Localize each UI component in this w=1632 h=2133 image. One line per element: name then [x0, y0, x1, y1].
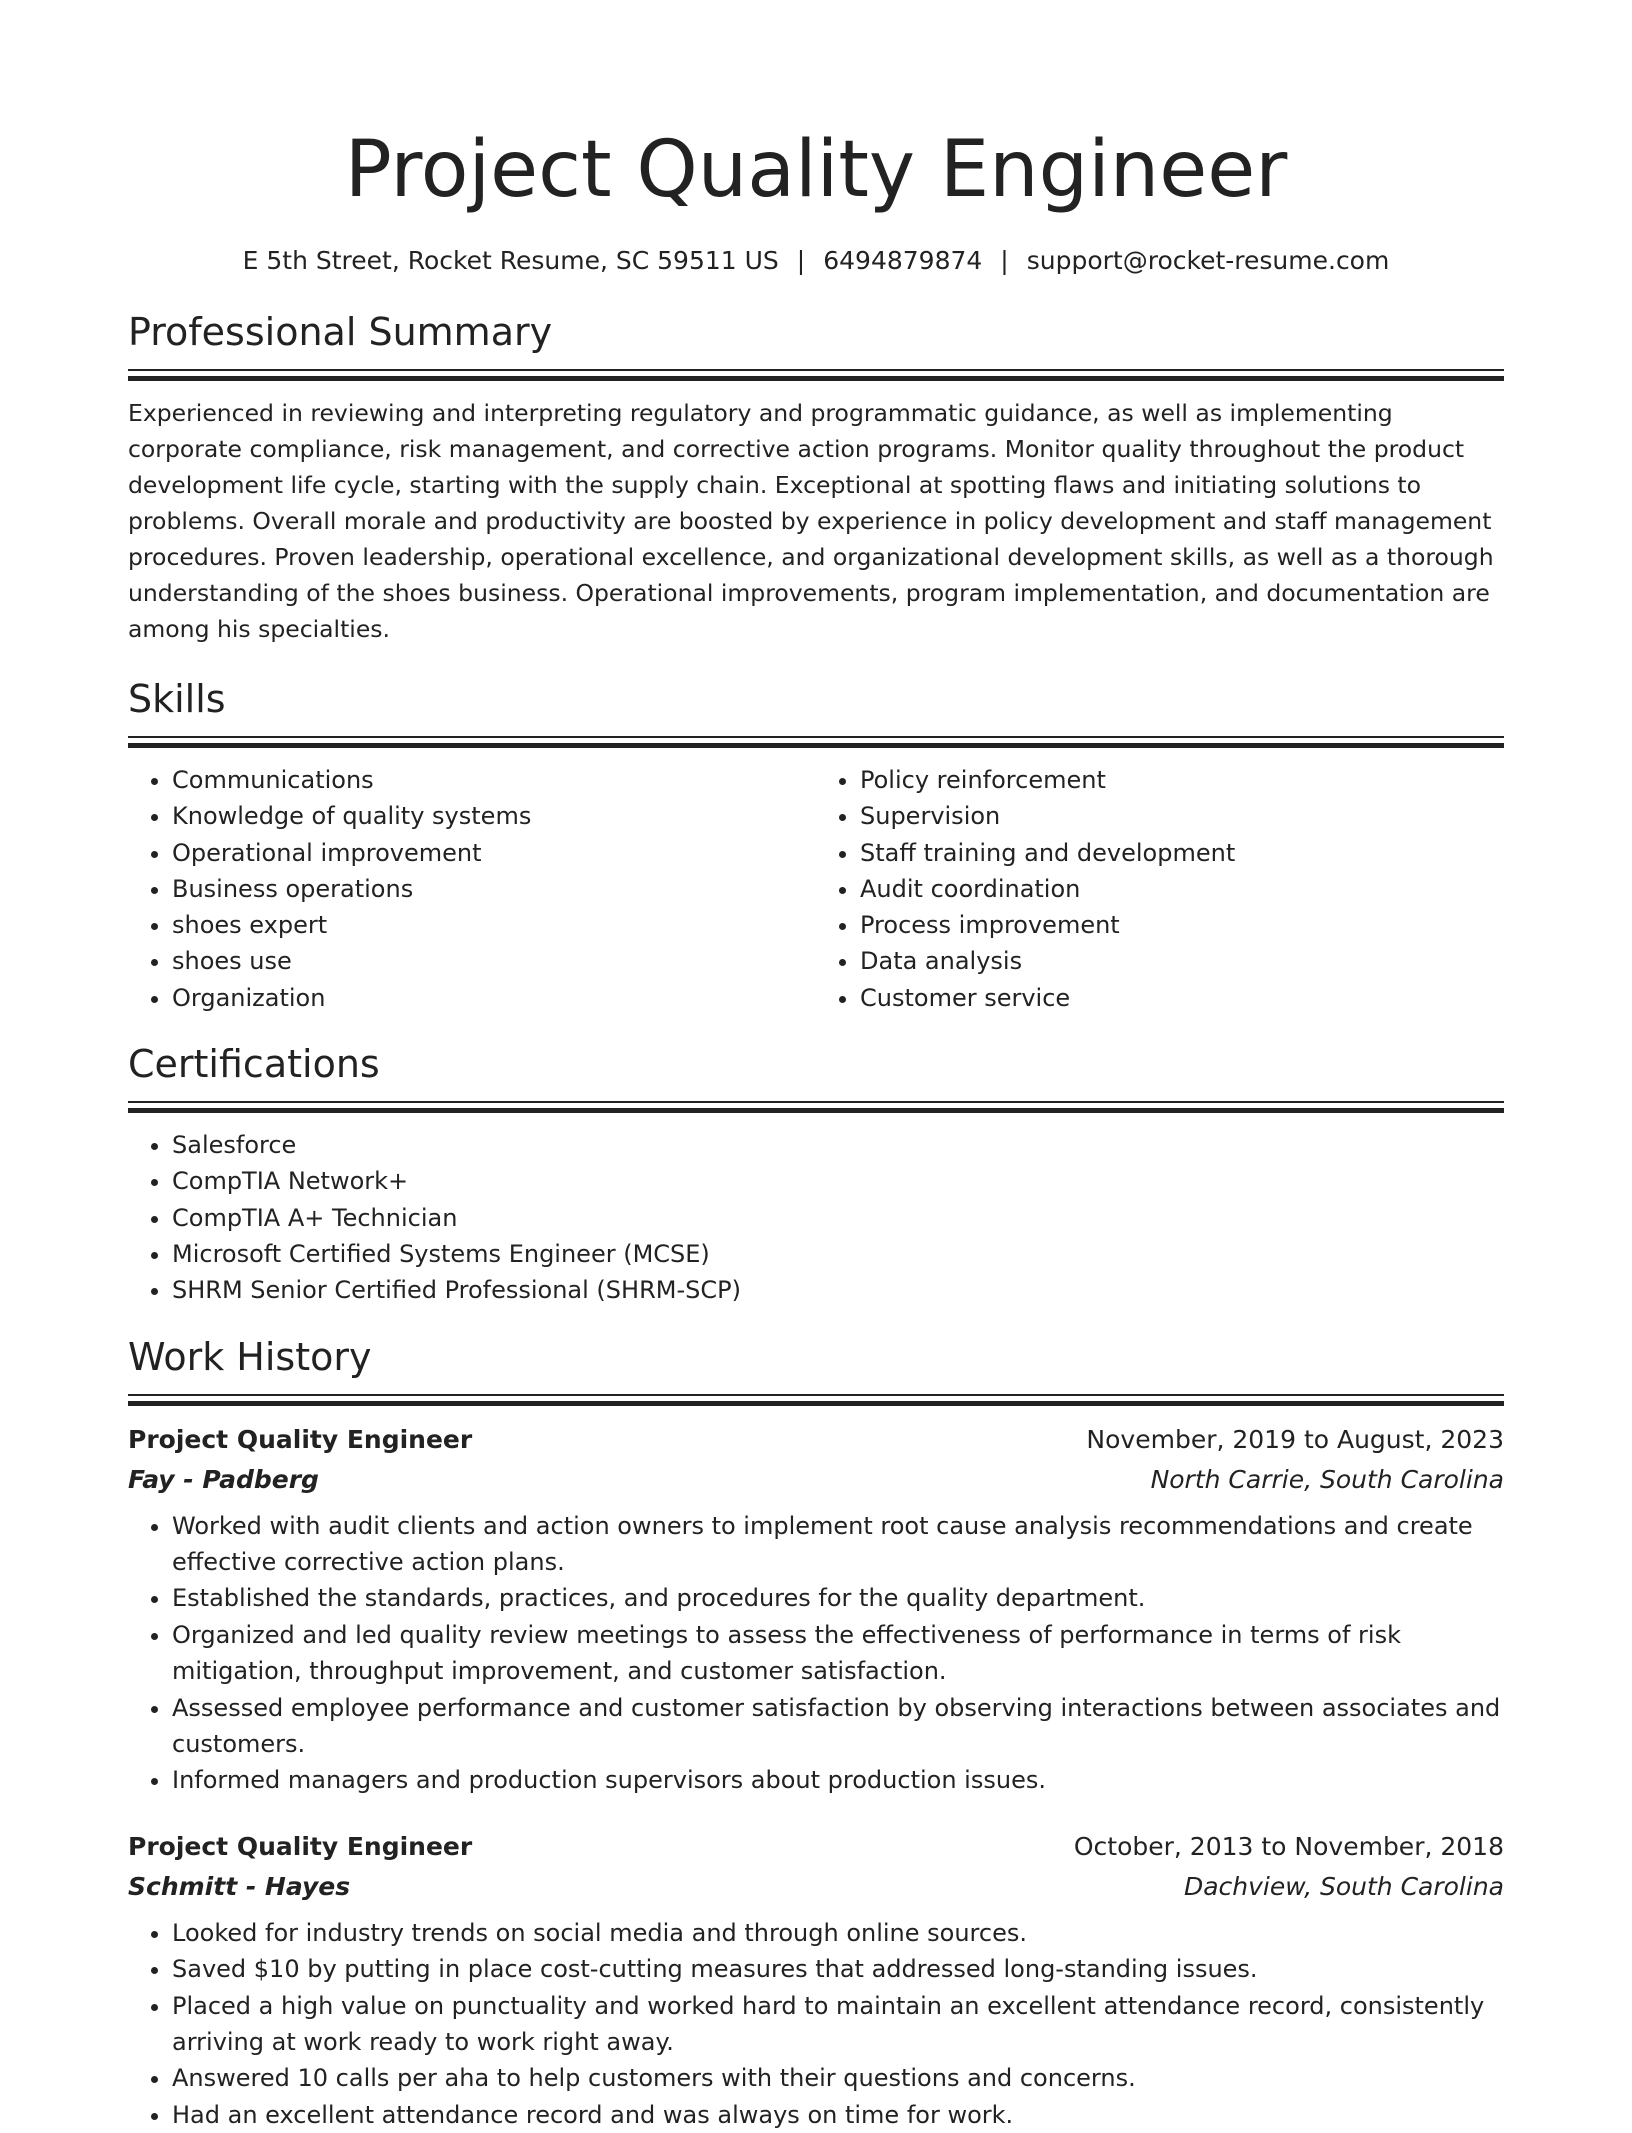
certification-item: • CompTIA A+ Technician	[172, 1200, 1504, 1236]
skill-item: • shoes expert	[172, 907, 816, 943]
job-bullet: • Answered 10 calls per aha to help customers with their questions and concerns.	[172, 2060, 1504, 2096]
job-bullet: • Assessed employee performance and customer satisfaction by observing interactions between associates and customers.	[172, 1690, 1504, 1763]
skill-item: • Audit coordination	[860, 871, 1504, 907]
job-entry	[128, 1827, 1504, 2133]
skill-item: • Business operations	[172, 871, 816, 907]
job-bullet: • Worked with audit clients and action owners to implement root cause analysis recommendations and create effective corrective action plans.	[172, 1508, 1504, 1581]
address: E 5th Street, Rocket Resume, SC 59511 US	[242, 246, 779, 275]
skills-section	[128, 675, 1504, 1016]
skill-item: • Staff training and development	[860, 835, 1504, 871]
work-history-section	[128, 1333, 1504, 2133]
skill-item: • Operational improvement	[172, 835, 816, 871]
skill-item: • Communications	[172, 762, 816, 798]
certification-item: • Salesforce	[172, 1127, 1504, 1163]
job-company-row	[128, 1460, 1504, 1500]
work-history-heading: Work History	[128, 1334, 372, 1379]
contact-separator: |	[796, 246, 806, 275]
section-divider	[128, 1101, 1504, 1113]
job-title: Project Quality Engineer	[128, 1831, 473, 1861]
job-location: North Carrie, South Carolina	[1150, 1464, 1504, 1494]
skills-list-left	[128, 762, 816, 1016]
section-divider	[128, 369, 1504, 381]
skill-item: • Data analysis	[860, 943, 1504, 979]
job-company: Fay - Padberg	[128, 1464, 319, 1494]
contact-line	[128, 244, 1504, 278]
job-dates: October, 2013 to November, 2018	[1073, 1831, 1504, 1861]
resume-title: Project Quality Engineer	[344, 125, 1288, 215]
skill-item: • Supervision	[860, 798, 1504, 834]
job-bullet: • Informed managers and production supervisors about production issues.	[172, 1762, 1504, 1798]
skills-grid	[128, 762, 1504, 1016]
certification-item: • CompTIA Network+	[172, 1163, 1504, 1199]
skill-item: • Organization	[172, 980, 816, 1016]
job-title: Project Quality Engineer	[128, 1424, 473, 1454]
job-bullet: • Placed a high value on punctuality and worked hard to maintain an excellent attendance record, consistently arriving at work ready to work right away.	[172, 1988, 1504, 2061]
skill-item: • shoes use	[172, 943, 816, 979]
job-location: Dachview, South Carolina	[1183, 1871, 1504, 1901]
skill-item: • Customer service	[860, 980, 1504, 1016]
contact-separator: |	[1000, 246, 1009, 275]
skill-item: • Process improvement	[860, 907, 1504, 943]
job-header-row	[128, 1827, 1504, 1867]
job-bullet: • Had an excellent attendance record and was always on time for work.	[172, 2097, 1504, 2133]
job-bullets	[128, 1915, 1504, 2133]
summary-heading: Professional Summary	[128, 310, 553, 354]
section-divider	[128, 1394, 1504, 1406]
skills-list-right	[816, 762, 1504, 1016]
job-bullet: • Looked for industry trends on social media and through online sources.	[172, 1915, 1504, 1951]
email: support@rocket-resume.com	[1026, 246, 1390, 275]
skills-heading: Skills	[128, 677, 226, 721]
certifications-list	[128, 1127, 1504, 1308]
job-company: Schmitt - Hayes	[128, 1871, 351, 1901]
job-company-row	[128, 1867, 1504, 1907]
job-dates: November, 2019 to August, 2023	[1086, 1424, 1504, 1454]
summary-section	[128, 308, 1504, 647]
skill-item: • Knowledge of quality systems	[172, 798, 816, 834]
section-divider	[128, 736, 1504, 748]
certification-item: • SHRM Senior Certified Professional (SHRM-SCP)	[172, 1272, 1504, 1308]
skill-item: • Policy reinforcement	[860, 762, 1504, 798]
job-bullet: • Saved $10 by putting in place cost-cutting measures that addressed long-standing issues.	[172, 1951, 1504, 1987]
job-bullet: • Organized and led quality review meetings to assess the effectiveness of performance in terms of risk mitigation, throughput improvement, and customer satisfaction.	[172, 1617, 1504, 1690]
job-bullet: • Established the standards, practices, and procedures for the quality department.	[172, 1580, 1504, 1616]
certifications-section	[128, 1040, 1504, 1308]
summary-text: Experienced in reviewing and interpreting regulatory and programmatic guidance, as well as implementing corporate compliance, risk management, and corrective action programs. Monitor quality throughout the product development life cycle, starting with the supply chain. Exceptional at spotting flaws and initiating solutions to problems. Overall morale and productivity are boosted by experience in policy development and staff management procedures. Proven leadership, operational excellence, and organizational development skills, as well as a thorough understanding of the shoes business. Operational improvements, program implementation, and documentation are among his specialties.	[128, 399, 1494, 643]
job-header-row	[128, 1420, 1504, 1460]
certifications-heading: Certifications	[128, 1042, 380, 1087]
phone: 6494879874	[823, 246, 983, 275]
job-bullets	[128, 1508, 1504, 1799]
job-entry	[128, 1420, 1504, 1799]
certification-item: • Microsoft Certified Systems Engineer (MCSE)	[172, 1236, 1504, 1272]
